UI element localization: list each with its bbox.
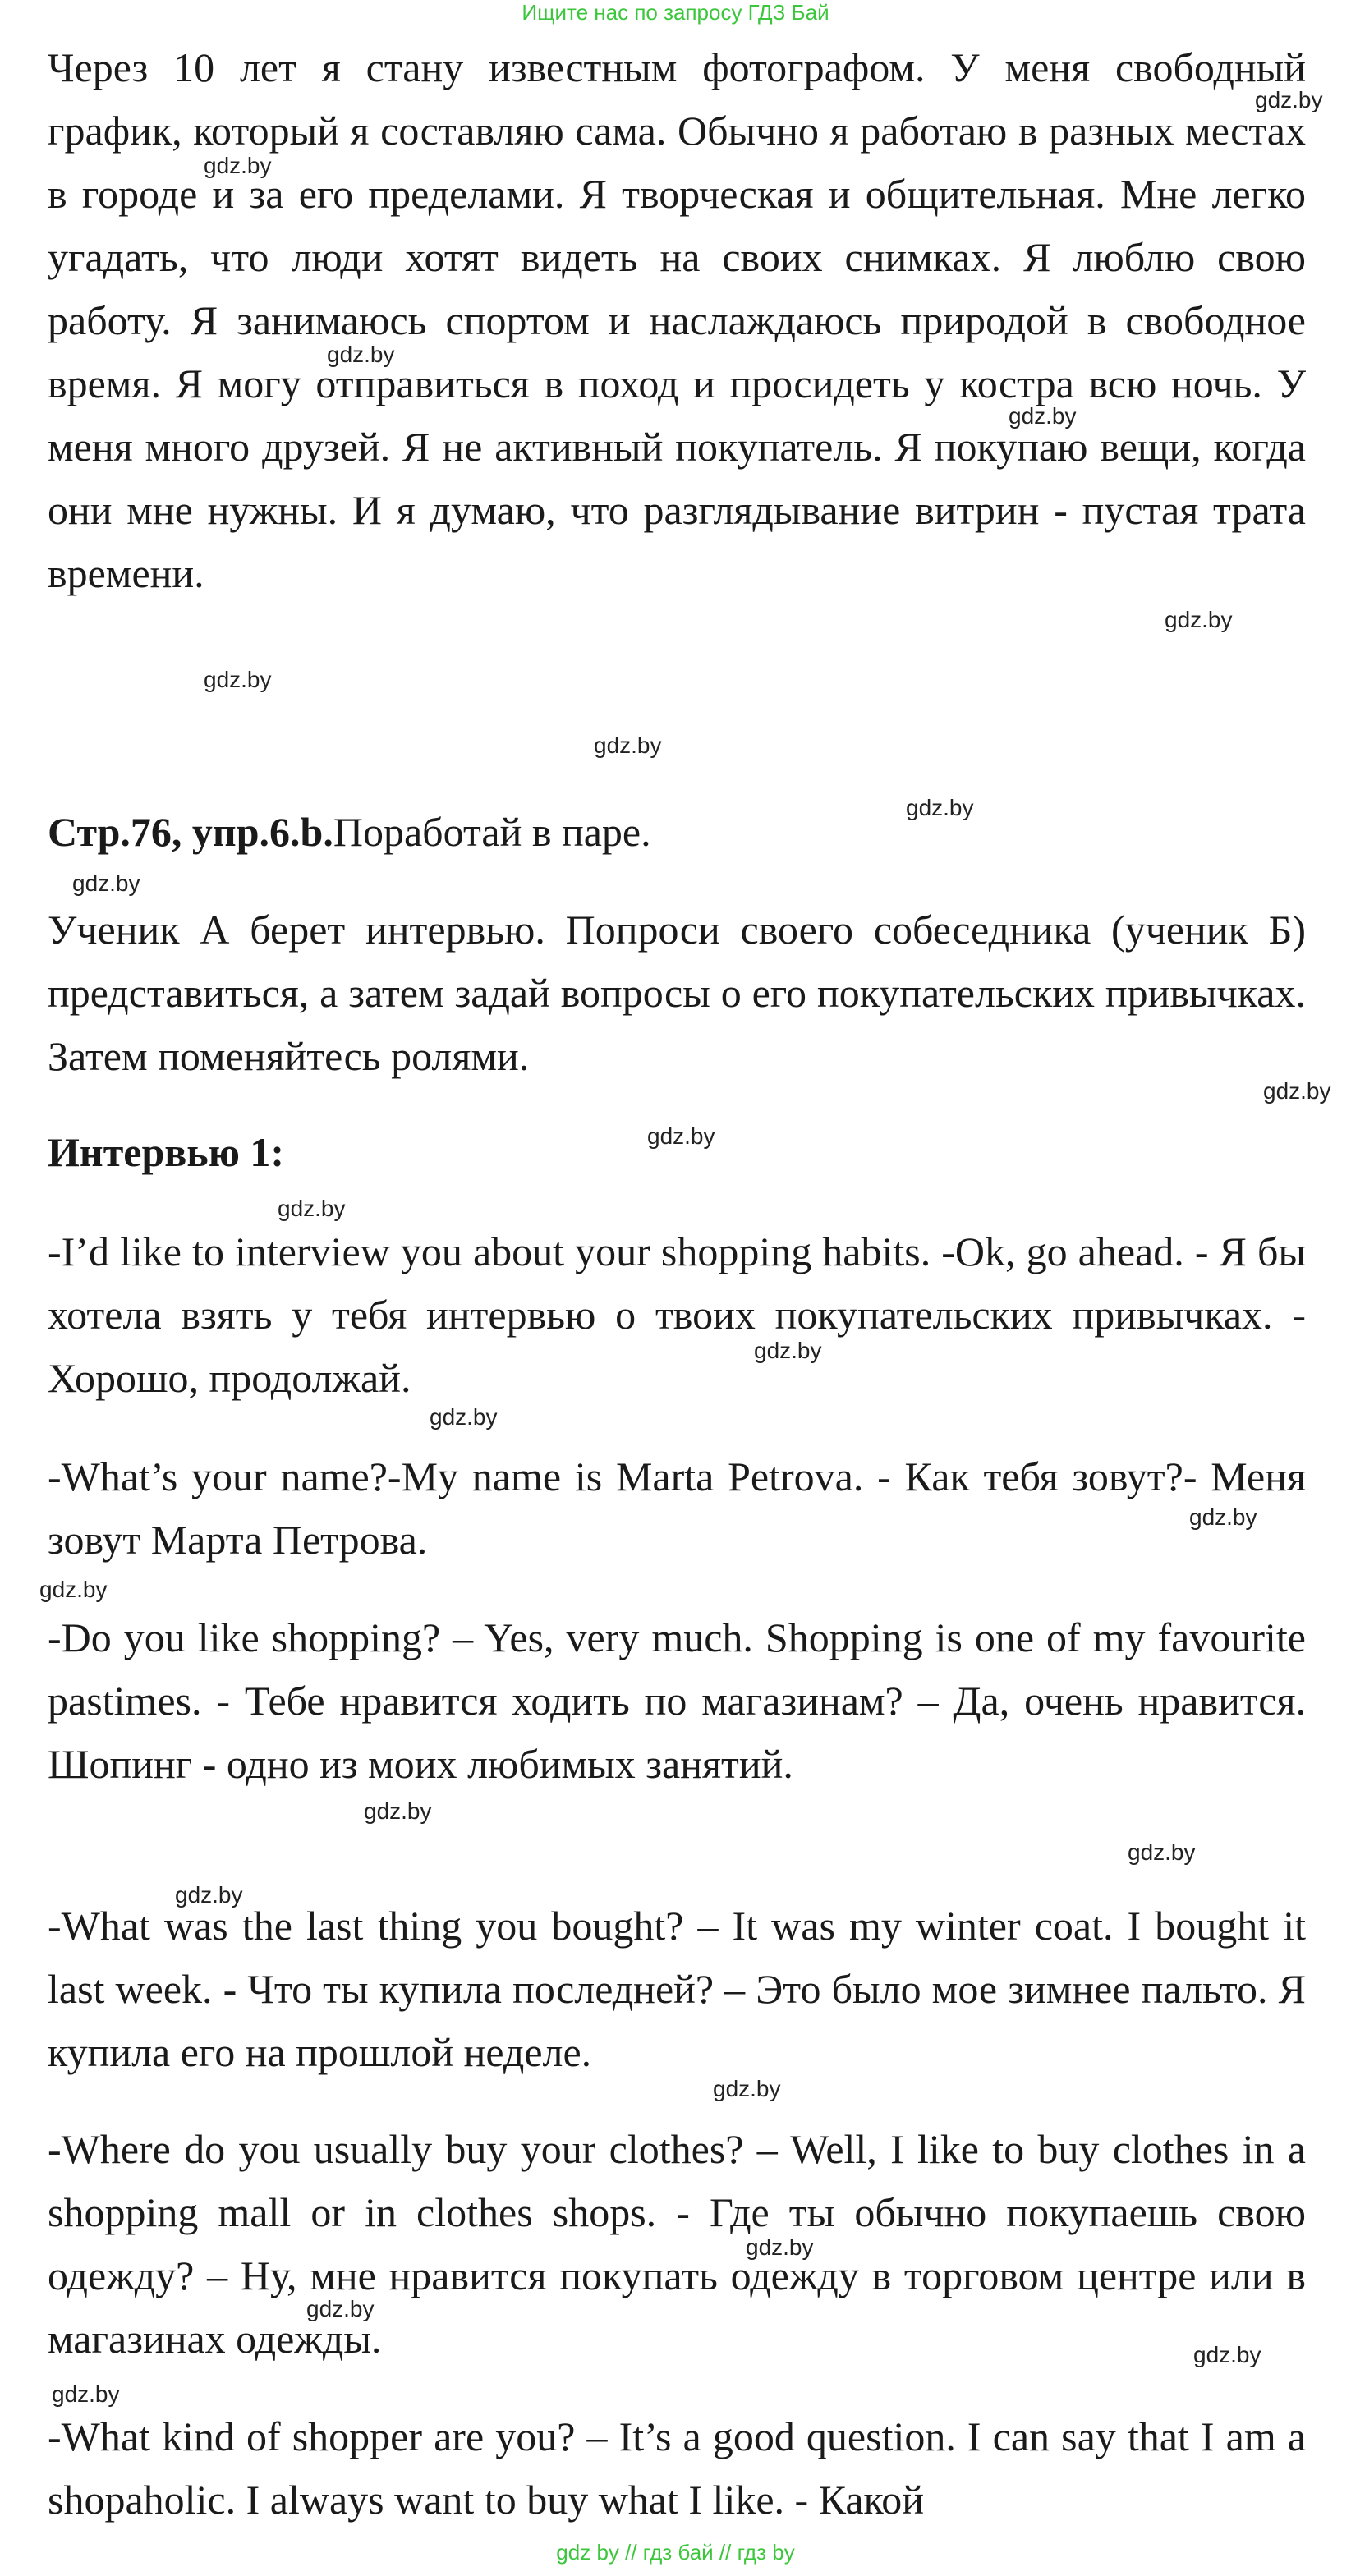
watermark: gdz.by <box>306 2296 375 2321</box>
watermark: gdz.by <box>906 795 974 820</box>
watermark: gdz.by <box>52 2381 120 2407</box>
watermark: gdz.by <box>364 1798 432 1824</box>
watermark: gdz.by <box>430 1404 498 1430</box>
watermark: gdz.by <box>1193 2342 1261 2367</box>
top-banner[interactable]: Ищите нас по запросу ГДЗ Бай <box>522 0 829 25</box>
watermark: gdz.by <box>594 732 662 758</box>
exercise-heading <box>48 801 1306 864</box>
dialogue-line: -What was the last thing you bought? – It was my winter coat. I bought it last week. - Что ты купила последней? – Это было мое зимнее пальто. Я купила его на прошлой неделе. <box>48 1903 1306 2075</box>
watermark: gdz.by <box>204 153 272 178</box>
dialogue-line: -What’s your name?-My name is Marta Petrova. - Как тебя зовут?- Меня зовут Марта Петрова. <box>48 1453 1306 1563</box>
watermark: gdz.by <box>754 1338 822 1363</box>
watermark: gdz.by <box>72 870 140 896</box>
watermark: gdz.by <box>713 2076 781 2101</box>
dialogue-line: -Do you like shopping? – Yes, very much. Shopping is one of my favourite pastimes. - Тебе нравится ходить по магазинам? – Да, очень нравится. Шопинг - одно из моих любимых занятий. <box>48 1614 1306 1787</box>
watermark: gdz.by <box>39 1577 108 1602</box>
exercise-title: Поработай в паре. <box>333 809 651 855</box>
watermark: gdz.by <box>175 1882 243 1908</box>
watermark: gdz.by <box>327 342 395 367</box>
watermark: gdz.by <box>1165 607 1233 632</box>
watermark: gdz.by <box>746 2234 814 2260</box>
watermark: gdz.by <box>1128 1839 1196 1865</box>
watermark: gdz.by <box>204 667 272 692</box>
watermark: gdz.by <box>1255 87 1323 112</box>
watermark: gdz.by <box>1189 1504 1257 1530</box>
watermark: gdz.by <box>1263 1078 1331 1104</box>
dialogue-line: -What kind of shopper are you? – It’s a good question. I can say that I am a shopaholic. I always want to buy what I like. - Какой <box>48 2413 1306 2523</box>
dialogue-line: -I’d like to interview you about your shopping habits. -Ok, go ahead. - Я бы хотела взять у тебя интервью о твоих покупательских привычках. - Хорошо, продолжай. <box>48 1228 1306 1401</box>
watermark: gdz.by <box>1009 403 1077 429</box>
dialogue-line: -Where do you usually buy your clothes? – Well, I like to buy clothes in a shopping mall or in clothes shops. - Где ты обычно покупаешь свою одежду? – Ну, мне нравится покупать одежду в торговом центре или в магазинах одежды. <box>48 2126 1306 2362</box>
watermark: gdz.by <box>278 1196 346 1221</box>
bottom-banner[interactable]: gdz by // гдз бай // гдз by <box>556 2540 795 2565</box>
interview-heading: Интервью 1: <box>48 1129 285 1175</box>
watermark: gdz.by <box>647 1123 715 1149</box>
intro-paragraph: Через 10 лет я стану известным фотографом. У меня свободный график, который я составляю сама. Обычно я работаю в разных местах в городе и за его пределами. Я творческая и общительная. Мне легко угадать, что люди хотят видеть на своих снимках. Я люблю свою работу. Я занимаюсь спортом и наслаждаюсь природой в свободное время. Я могу отправиться в поход и просидеть у костра всю ночь. У меня много друзей. Я не активный покупатель. Я покупаю вещи, когда они мне нужны. И я думаю, что разглядывание витрин - пустая трата времени. <box>48 44 1306 596</box>
exercise-instruction: Ученик А берет интервью. Попроси своего собеседника (ученик Б) представиться, а затем задай вопросы о его покупательских привычках. Затем поменяйтесь ролями. <box>48 907 1306 1079</box>
exercise-ref: Стр.76, упр.6.b. <box>48 809 333 855</box>
